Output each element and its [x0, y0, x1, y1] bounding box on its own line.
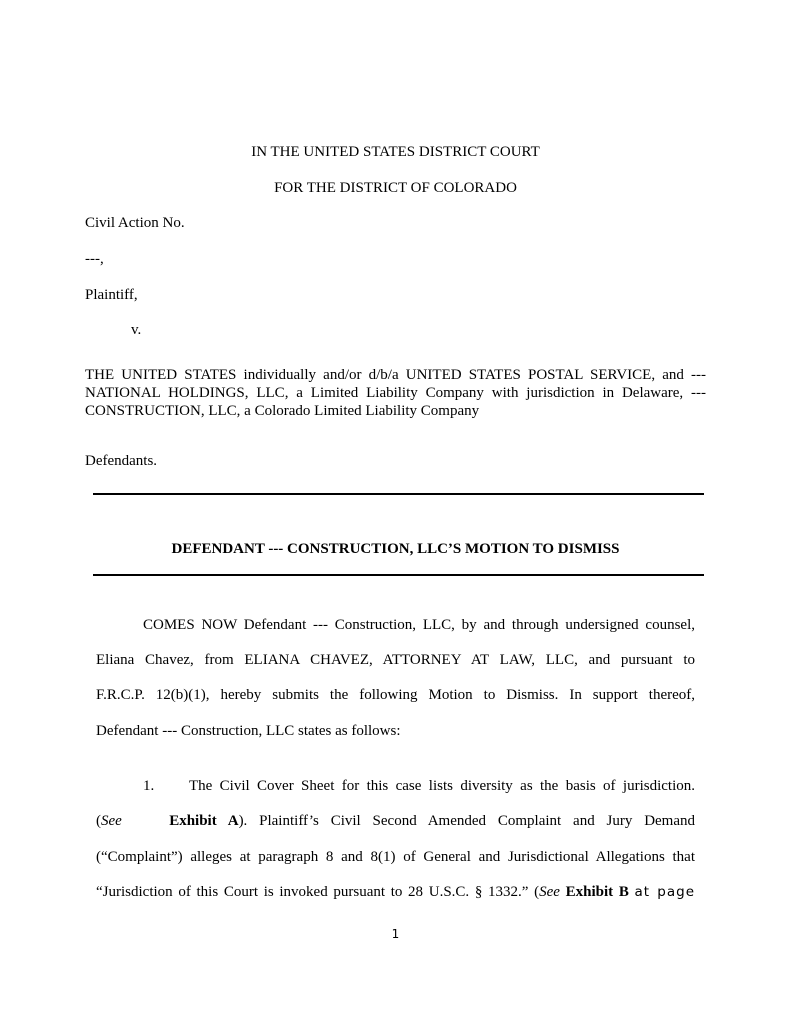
defendants-line: CONSTRUCTION, LLC, a Colorado Limited Liability Company	[85, 403, 480, 419]
intro-line: Eliana Chavez, from ELIANA CHAVEZ, ATTORNEY AT LAW, LLC, and pursuant to	[96, 652, 695, 668]
plaintiff-name: ---,	[85, 251, 104, 267]
plaintiff-label: Plaintiff,	[85, 287, 138, 303]
intro-line: Defendant --- Construction, LLC states as follows:	[96, 723, 401, 739]
court-district: FOR THE DISTRICT OF COLORADO	[274, 180, 517, 196]
paragraph-line	[96, 884, 695, 901]
paren-open: (	[96, 813, 101, 829]
paragraph-text: “Jurisdiction of this Court is invoked pursuant to 28 U.S.C. § 1332.” (	[96, 884, 540, 900]
see-signal: See	[101, 813, 122, 829]
intro-line: COMES NOW Defendant --- Construction, LLC, by and through undersigned counsel,	[143, 617, 695, 633]
intro-line: F.R.C.P. 12(b)(1), hereby submits the following Motion to Dismiss. In support thereof,	[96, 687, 695, 703]
paragraph-line: (“Complaint”) alleges at paragraph 8 and 8(1) of General and Jurisdictional Allegations that	[96, 849, 695, 865]
see-signal: See	[539, 884, 560, 900]
paragraph-text: at page	[634, 884, 696, 900]
exhibit-b-reference: Exhibit B	[565, 884, 629, 900]
title-bottom-rule	[93, 574, 704, 576]
defendants-line: NATIONAL HOLDINGS, LLC, a Limited Liability Company with jurisdiction in Delaware, ---	[85, 385, 706, 401]
paragraph-line	[96, 813, 695, 830]
page-number: 1	[391, 927, 400, 941]
paragraph-text: ). Plaintiff’s Civil Second Amended Complaint and Jury Demand	[238, 813, 696, 829]
paragraph-number: 1.	[143, 778, 155, 794]
exhibit-a-reference: Exhibit A	[169, 813, 239, 829]
defendants-label: Defendants.	[85, 453, 158, 469]
defendants-line: THE UNITED STATES individually and/or d/b/a UNITED STATES POSTAL SERVICE, and ---	[85, 367, 706, 383]
versus-label: v.	[131, 322, 142, 338]
motion-title: DEFENDANT --- CONSTRUCTION, LLC’S MOTION TO DISMISS	[171, 541, 620, 557]
court-name: IN THE UNITED STATES DISTRICT COURT	[251, 144, 540, 160]
paragraph-line: The Civil Cover Sheet for this case lists diversity as the basis of jurisdiction.	[189, 778, 695, 794]
civil-action-number: Civil Action No.	[85, 215, 185, 231]
title-top-rule	[93, 493, 704, 495]
